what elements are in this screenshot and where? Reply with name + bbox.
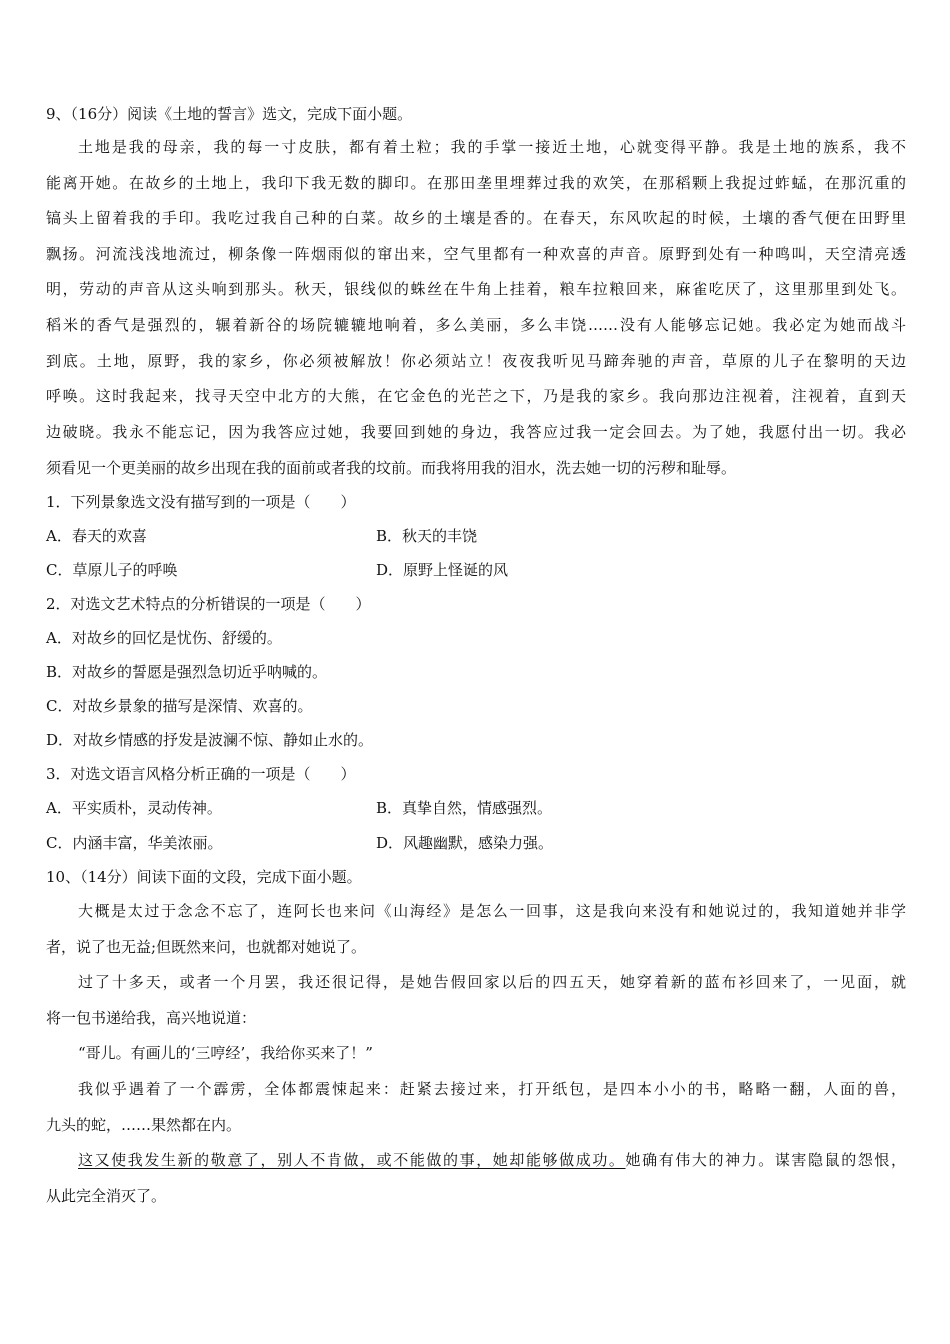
- passage-line: 呼唤。这时我起来，找寻天空中北方的大熊，在它金色的光芒之下，乃是我的家乡。我向那边注视着，注视着，直到天: [46, 387, 906, 405]
- passage-line: 边破晓。我永不能忘记，因为我答应过她，我要回到她的身边，我答应过我一定会回去。为了她，我愿付出一切。我必: [46, 423, 906, 441]
- passage-line: 明，劳动的声音从这头响到那头。秋天，银线似的蛛丝在牛角上挂着，粮车拉粮回来，麻雀吃厌了，这里那里到处飞。: [46, 280, 906, 298]
- sub3-option-d: D．风趣幽默，感染力强。: [376, 834, 554, 852]
- sub3-option-c: C．内涵丰富，华美浓丽。: [46, 834, 223, 852]
- passage-line: “哥儿。有画儿的‘三哼经’，我给你买来了！”: [78, 1044, 373, 1062]
- sub-question-2-stem: 2．对选文艺术特点的分析错误的一项是（ ）: [46, 595, 371, 613]
- sub3-option-a: A．平实质朴，灵动传神。: [46, 799, 222, 817]
- passage-line: 将一包书递给我，高兴地说道：: [46, 1009, 257, 1027]
- passage-line: 镐头上留着我的手印。我吃过我自己种的白菜。故乡的土壤是香的。在春天，东风吹起的时候，土壤的香气便在田野里: [46, 209, 906, 227]
- underlined-sentence: 这又使我发生新的敬意了，别人不肯做，或不能做的事，她却能够做成功。: [78, 1151, 626, 1169]
- sub3-option-b: B．真挚自然，情感强烈。: [376, 799, 553, 817]
- passage-line: 稻米的香气是强烈的，辗着新谷的场院辘辘地响着，多么美丽，多么丰饶……没有人能够忘记她。我必定为她而战斗: [46, 316, 906, 334]
- passage-line: 过了十多天，或者一个月罢，我还很记得，是她告假回家以后的四五天，她穿着新的蓝布衫回来了，一见面，就: [78, 973, 906, 991]
- sub2-option-d: D．对故乡情感的抒发是波澜不惊、静如止水的。: [46, 731, 374, 749]
- question-9-header: 9、（16分）阅读《土地的誓言》选文，完成下面小题。: [46, 105, 413, 123]
- sub-question-3-stem: 3．对选文语言风格分析正确的一项是（ ）: [46, 765, 356, 783]
- passage-line: 从此完全消灭了。: [46, 1187, 167, 1205]
- passage-line: 能离开她。在故乡的土地上，我印下我无数的脚印。在那田垄里埋葬过我的欢笑，在那稻颗上我捉过蚱蜢，在那沉重的: [46, 174, 906, 192]
- passage-line: 我似乎遇着了一个霹雳，全体都震悚起来：赶紧去接过来，打开纸包，是四本小小的书，略略一翻，人面的兽，: [78, 1080, 906, 1098]
- passage-line: 九头的蛇，……果然都在内。: [46, 1116, 242, 1134]
- passage-line: 飘扬。河流浅浅地流过，柳条像一阵烟雨似的窜出来，空气里都有一种欢喜的声音。原野到处有一种鸣叫，天空清亮透: [46, 245, 906, 263]
- sub1-option-d: D．原野上怪诞的风: [376, 561, 509, 579]
- sub2-option-b: B．对故乡的誓愿是强烈急切近乎呐喊的。: [46, 663, 328, 681]
- sub1-option-a: A．春天的欢喜: [46, 527, 147, 545]
- passage-line: 到底。土地，原野，我的家乡，你必须被解放！你必须站立！夜夜我听见马蹄奔驰的声音，草原的儿子在黎明的天边: [46, 352, 906, 370]
- sentence-rest: 她确有伟大的神力。谋害隐鼠的怨恨，: [625, 1151, 906, 1169]
- passage-line: [78, 1150, 906, 1170]
- question-10-header: 10、（14分）间读下面的文段，完成下面小题。: [46, 868, 362, 886]
- passage-line: 大概是太过于念念不忘了，连阿长也来问《山海经》是怎么一回事，这是我向来没有和她说过的，我知道她并非学: [78, 902, 906, 920]
- sub-question-1-stem: 1．下列景象选文没有描写到的一项是（ ）: [46, 493, 356, 511]
- sub1-option-b: B．秋天的丰饶: [376, 527, 478, 545]
- passage-line: 者，说了也无益;但既然来问，也就都对她说了。: [46, 938, 367, 956]
- sub1-option-c: C．草原儿子的呼唤: [46, 561, 178, 579]
- passage-line: 土地是我的母亲，我的每一寸皮肤，都有着土粒；我的手掌一接近土地，心就变得平静。我是土地的族系，我不: [78, 138, 906, 156]
- sub2-option-c: C．对故乡景象的描写是深情、欢喜的。: [46, 697, 313, 715]
- sub2-option-a: A．对故乡的回忆是忧伤、舒缓的。: [46, 629, 282, 647]
- passage-line: 须看见一个更美丽的故乡出现在我的面前或者我的坟前。而我将用我的泪水，洗去她一切的污秽和耻辱。: [46, 459, 737, 477]
